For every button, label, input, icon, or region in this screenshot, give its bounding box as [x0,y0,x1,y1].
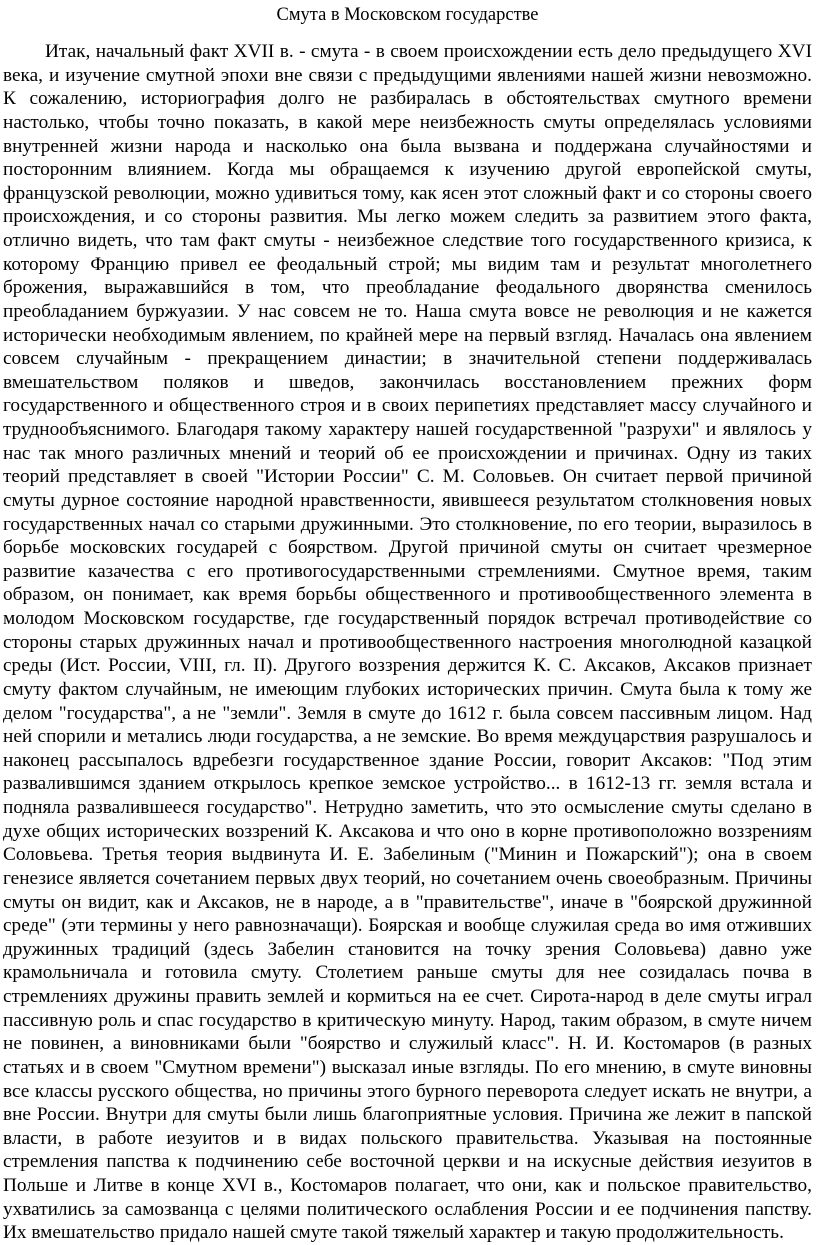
body-paragraph: Итак, начальный факт XVII в. - смута - в своем происхождении есть дело предыдущего XVI века, и изучение смутной эпохи вне связи с предыдущими явлениями нашей жизни невозможно. К сожалению, историография долго не разбиралась в обстоятельствах смутного времени настолько, чтобы точно показать, в какой мере неизбежность смуты определялась условиями внутренней жизни народа и насколько она была вызвана и поддержана случайностями и посторонним влиянием. Когда мы обращаемся к изучению другой европейской смуты, французской революции, можно удивиться тому, как ясен этот сложный факт и со стороны своего происхождения, и со стороны развития. Мы легко можем следить за развитием этого факта, отлично видеть, что там факт смуты - неизбежное следствие того государственного кризиса, к которому Францию привел ее феодальный строй; мы видим там и результат многолетнего брожения, выражавшийся в том, что преобладание феодального дворянства сменилось преобладанием буржуазии. У нас совсем не то. Наша смута вовсе не революция и не кажется исторически необходимым явлением, по крайней мере на первый взгляд. Началась она явлением совсем случайным - прекращением династии; в значительной степени поддерживалась вмешательством поляков и шведов, закончилась восстановлением прежних форм государственного и общественного строя и в своих перипетиях представляет массу случайного и труднообъяснимого. Благодаря такому характеру нашей государственной "разрухи" и являлось у нас так много различных мнений и теорий об ее происхождении и причинах. Одну из таких теорий представляет в своей "Истории России" С. М. Соловьев. Он считает первой причиной смуты дурное состояние народной нравственности, явившееся результатом столкновения новых государственных начал со старыми дружинными. Это столкновение, по его теории, выразилось в борьбе московских государей с боярством. Другой причиной смуты он считает чрезмерное развитие казачества с его противогосударственными стремлениями. Смутное время, таким образом, он понимает, как время борьбы общественного и противообщественного элемента в молодом Московском государстве, где государственный порядок встречал противодействие со стороны старых дружинных начал и противообщественного настроения многолюдной казацкой среды (Ист. России, VIII, гл. II). Другого воззрения держится К. С. Аксаков, Аксаков признает смуту фактом случайным, не имеющим глубоких исторических причин. Смута была к тому же делом "государства", а не "земли". Земля в смуте до 1612 г. была совсем пассивным лицом. Над ней спорили и метались люди государства, а не земские. Во время междуцарствия разрушалось и наконец рассыпалось вдребезги государственное здание России, говорит Аксаков: "Под этим развалившимся зданием открылось крепкое земское устройство... в 1612-13 гг. земля встала и подняла развалившееся государство". Нетрудно заметить, что это осмысление смуты сделано в духе общих исторических воззрений К. Аксакова и что оно в корне противоположно воззрениям Соловьева. Третья теория выдвинута И. Е. Забелиным ("Минин и Пожарский"); она в своем генезисе является сочетанием первых двух теорий, но сочетанием очень своеобразным. Причины смуты он видит, как и Аксаков, не в народе, а в "правительстве", иначе в "боярской дружинной среде" (эти термины у него равнозначащи). Боярская и вообще служилая среда во имя отживших дружинных традиций (здесь Забелин становится на точку зрения Соловьева) давно уже крамольничала и готовила смуту. Столетием раньше смуты для нее созидалась почва в стремлениях дружины править землей и кормиться на ее счет. Сирота-народ в деле смуты играл пассивную роль и спас государство в критическую минуту. Народ, таким образом, в смуте ничем не повинен, а виновниками были "боярство и служилый класс". Н. И. Костомаров (в разных статьях и в своем "Смутном времени") высказал иные взгляды. По его мнению, в смуте виновны все классы русского общества, но причины этого бурного переворота следует искать не внутри, а вне России. Внутри для смуты были лишь благоприятные условия. Причина же лежит в папской власти, в работе иезуитов и в видах польского правительства. Указывая на постоянные стремления папства к подчинению себе восточной церкви и на искусные действия иезуитов в Польше и Литве в конце XVI в., Костомаров полагает, что они, как и польское правительство, ухватились за самозванца с целями политического ослабления России и ее подчинения папству. Их вмешательство придало нашей смуте такой тяжелый характер и такую продолжительность. [3,41,812,1244]
document-title: Смута в Московском государстве [276,5,539,25]
